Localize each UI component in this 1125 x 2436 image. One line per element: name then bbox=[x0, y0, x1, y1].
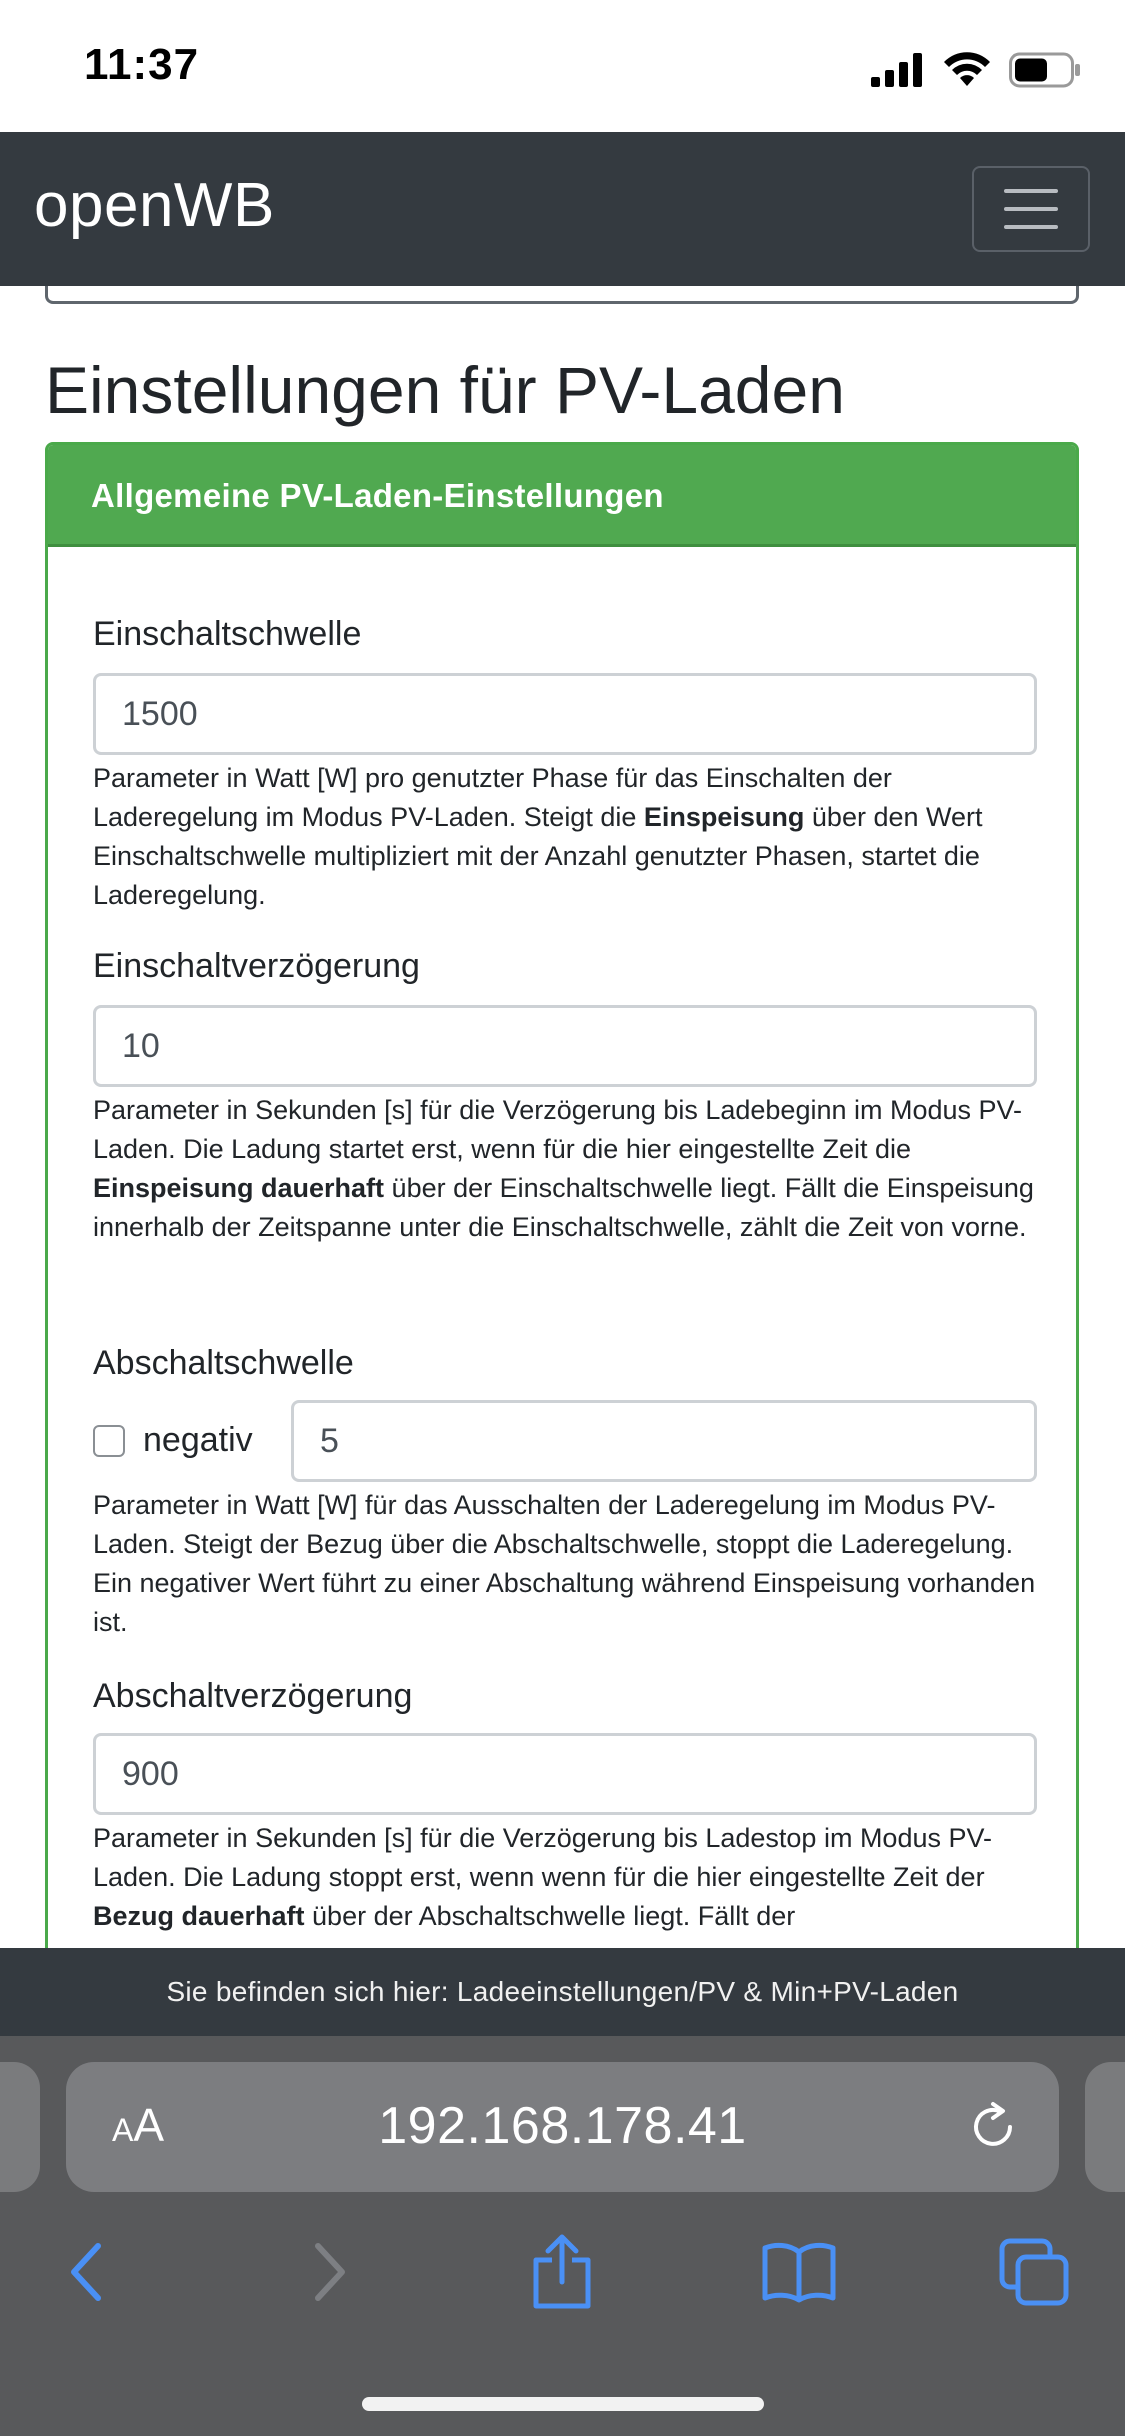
page-content bbox=[0, 286, 1125, 1948]
negativ-checkbox-label[interactable]: negativ bbox=[143, 1421, 253, 1459]
previous-tab-peek[interactable] bbox=[0, 2062, 40, 2192]
cellular-signal-icon bbox=[871, 53, 925, 87]
abschaltverzoegerung-help: Parameter in Sekunden [s] für die Verzögerung bis Ladestop im Modus PV-Laden. Die Ladung stoppt erst, wenn wenn für die hier eingestellte Zeit der Bezug dauerhaft über der Abschaltschwelle liegt. Fällt der bbox=[93, 1823, 993, 1931]
pv-settings-card bbox=[45, 442, 1079, 1948]
tabs-button[interactable] bbox=[994, 2232, 1074, 2312]
einschaltverzoegerung-help: Parameter in Sekunden [s] für die Verzögerung bis Ladebeginn im Modus PV-Laden. Die Ladung startet erst, wenn für die hier eingestellte Zeit die Einspeisung dauerhaft über der Einschaltschwelle liegt. Fällt die Einspeisung innerhalb der Zeitspanne unter die Einschaltschwelle, zählt die Zeit von vorne. bbox=[93, 1095, 1034, 1242]
einschaltschwelle-help: Parameter in Watt [W] pro genutzter Phase für das Einschalten der Laderegelung im Modus PV-Laden. Steigt die Einspeisung über den Wert Einschaltschwelle multipliziert mit der Anzahl genutzter Phasen, startet die Laderegelung. bbox=[93, 763, 983, 910]
chevron-left-icon bbox=[66, 2240, 106, 2304]
wifi-icon bbox=[943, 52, 991, 88]
einschaltschwelle-label: Einschaltschwelle bbox=[93, 615, 362, 653]
status-icons bbox=[871, 48, 1081, 92]
navbar-brand[interactable]: openWB bbox=[34, 171, 275, 240]
breadcrumb: Sie befinden sich hier: Ladeeinstellungen/PV & Min+PV-Laden bbox=[0, 1948, 1125, 2036]
abschaltverzoegerung-input[interactable] bbox=[93, 1733, 1037, 1815]
negativ-checkbox[interactable] bbox=[93, 1425, 125, 1457]
page-title: Einstellungen für PV-Laden bbox=[45, 353, 845, 427]
hamburger-icon-bar bbox=[1004, 225, 1058, 229]
previous-card-edge bbox=[45, 286, 1079, 304]
forward-button[interactable] bbox=[290, 2232, 370, 2312]
reader-settings-button[interactable]: AA bbox=[112, 2099, 165, 2151]
einschaltverzoegerung-label: Einschaltverzögerung bbox=[93, 947, 420, 985]
reload-icon[interactable] bbox=[966, 2100, 1020, 2154]
card-header: Allgemeine PV-Laden-Einstellungen bbox=[48, 445, 1076, 547]
url-text[interactable]: 192.168.178.41 bbox=[378, 2097, 747, 2155]
abschaltschwelle-input[interactable] bbox=[291, 1400, 1037, 1482]
share-button[interactable] bbox=[522, 2232, 602, 2312]
hamburger-icon-bar bbox=[1004, 207, 1058, 211]
browser-toolbar bbox=[0, 2036, 1125, 2436]
status-time: 11:37 bbox=[84, 40, 200, 89]
status-bar bbox=[0, 0, 1125, 132]
app-navbar bbox=[0, 132, 1125, 286]
battery-icon bbox=[1009, 52, 1081, 88]
address-bar[interactable] bbox=[66, 2062, 1059, 2192]
menu-toggle-button[interactable] bbox=[972, 166, 1090, 252]
share-icon bbox=[530, 2234, 594, 2310]
tabs-icon bbox=[998, 2237, 1070, 2307]
abschaltschwelle-label: Abschaltschwelle bbox=[93, 1344, 354, 1382]
einschaltverzoegerung-input[interactable] bbox=[93, 1005, 1037, 1087]
bookmarks-button[interactable] bbox=[759, 2232, 839, 2312]
chevron-right-icon bbox=[310, 2240, 350, 2304]
abschaltschwelle-help: Parameter in Watt [W] für das Ausschalten der Laderegelung im Modus PV-Laden. Steigt der Bezug über die Abschaltschwelle, stoppt die Laderegelung. Ein negativer Wert führt zu einer Abschaltung während Einspeisung vorhanden ist. bbox=[93, 1490, 1036, 1637]
back-button[interactable] bbox=[46, 2232, 126, 2312]
negativ-checkbox-row bbox=[93, 1421, 253, 1460]
hamburger-icon-bar bbox=[1004, 189, 1058, 193]
book-icon bbox=[761, 2240, 837, 2304]
abschaltverzoegerung-label: Abschaltverzögerung bbox=[93, 1677, 413, 1715]
einschaltschwelle-input[interactable] bbox=[93, 673, 1037, 755]
next-tab-peek[interactable] bbox=[1085, 2062, 1125, 2192]
home-indicator[interactable] bbox=[362, 2397, 764, 2411]
